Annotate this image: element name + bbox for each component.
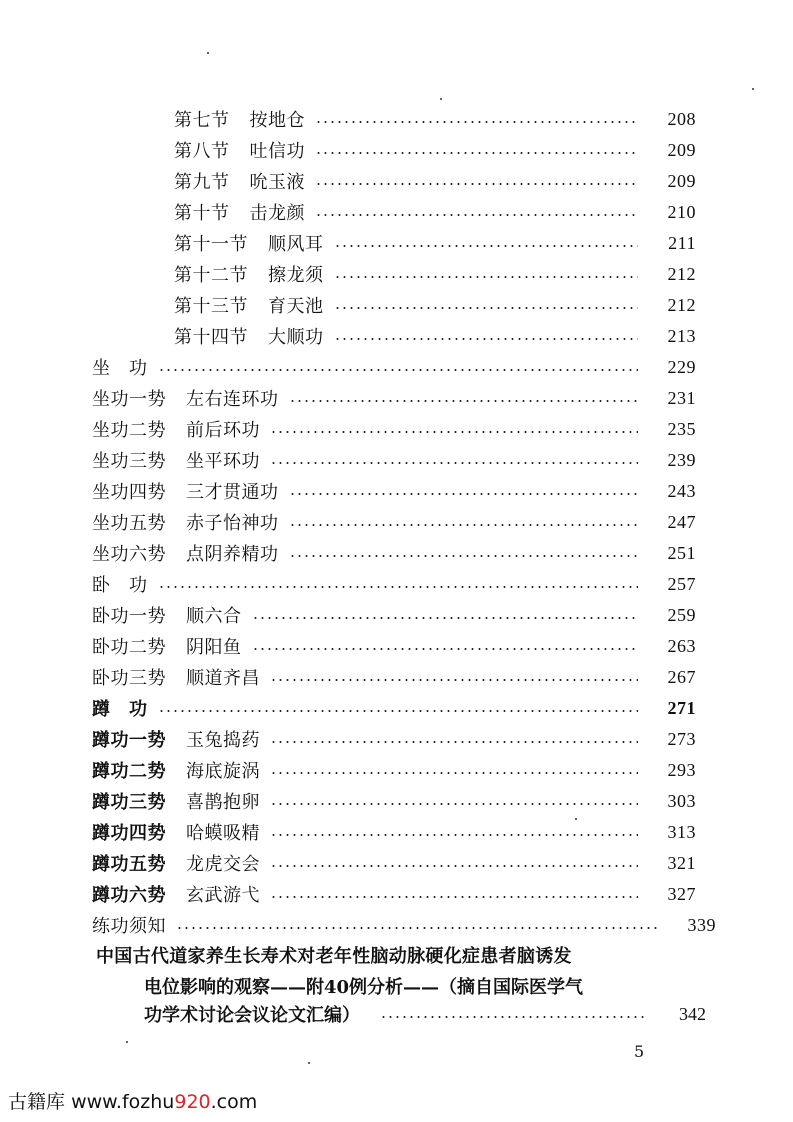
toc-entry bbox=[174, 136, 696, 164]
entry-name: 喜鹊抱卵 bbox=[186, 792, 260, 813]
appendix-title-line1: 中国古代道家养生长寿术对老年性脑动脉硬化症患者脑诱发 bbox=[96, 946, 572, 967]
entry-section: 蹲 功 bbox=[92, 699, 148, 720]
entry-page: 239 bbox=[667, 449, 696, 470]
entry-title bbox=[92, 540, 279, 566]
dot-leader bbox=[289, 524, 639, 526]
toc-entry bbox=[174, 105, 696, 133]
entry-page: 247 bbox=[667, 511, 696, 532]
entry-name: 按地仓 bbox=[249, 110, 305, 131]
entry-name: 海底旋涡 bbox=[186, 761, 260, 782]
entry-section: 蹲功一势 bbox=[92, 730, 166, 751]
entry-name: 顺风耳 bbox=[268, 234, 324, 255]
entry-section: 蹲功二势 bbox=[92, 761, 166, 782]
toc-entry bbox=[92, 818, 696, 846]
dot-leader bbox=[270, 834, 638, 836]
entry-section: 坐功五势 bbox=[92, 513, 166, 534]
entry-section: 卧功二势 bbox=[92, 637, 166, 658]
entry-title bbox=[92, 726, 260, 752]
dot-leader bbox=[289, 555, 639, 557]
toc-entry bbox=[92, 632, 696, 660]
watermark-url-accent: 920 bbox=[174, 1091, 211, 1113]
dot-leader bbox=[270, 896, 638, 898]
dot-leader bbox=[158, 586, 639, 588]
dot-leader bbox=[315, 152, 638, 154]
toc-entry bbox=[92, 477, 696, 505]
entry-title bbox=[174, 292, 324, 318]
entry-name: 龙虎交会 bbox=[186, 854, 260, 875]
entry-name: 左右连环功 bbox=[186, 389, 279, 410]
entry-section: 坐功六势 bbox=[92, 544, 166, 565]
entry-title bbox=[92, 912, 166, 938]
toc-entry bbox=[174, 322, 696, 350]
entry-page: 213 bbox=[667, 325, 696, 346]
entry-page: 257 bbox=[667, 573, 696, 594]
entry-page: 321 bbox=[667, 852, 696, 873]
toc-entry bbox=[92, 725, 696, 753]
entry-section: 蹲功五势 bbox=[92, 854, 166, 875]
site-watermark bbox=[8, 1087, 257, 1114]
toc-entry bbox=[92, 880, 696, 908]
entry-title bbox=[92, 602, 242, 628]
entry-section: 第七节 bbox=[174, 110, 230, 131]
entry-section: 第九节 bbox=[174, 172, 230, 193]
dot-leader bbox=[158, 710, 639, 712]
entry-name: 玄武游弋 bbox=[186, 885, 260, 906]
entry-title bbox=[174, 168, 305, 194]
dot-leader bbox=[380, 1016, 648, 1018]
scan-speck bbox=[308, 1062, 310, 1064]
entry-page: 208 bbox=[667, 108, 696, 129]
toc-entry bbox=[92, 508, 696, 536]
scan-speck bbox=[575, 818, 577, 820]
dot-leader bbox=[270, 679, 638, 681]
entry-page: 210 bbox=[667, 201, 696, 222]
dot-leader bbox=[176, 927, 658, 929]
toc-entry bbox=[92, 694, 696, 722]
toc-entry bbox=[92, 663, 696, 691]
entry-page: 327 bbox=[667, 883, 696, 904]
entry-section: 第十二节 bbox=[174, 265, 248, 286]
entry-name: 击龙颜 bbox=[249, 203, 305, 224]
entry-name: 育天池 bbox=[268, 296, 324, 317]
toc-entry bbox=[174, 229, 696, 257]
dot-leader bbox=[315, 121, 638, 123]
entry-name: 阴阳鱼 bbox=[186, 637, 242, 658]
dot-leader bbox=[289, 400, 639, 402]
page-number: 5 bbox=[634, 1042, 645, 1061]
dot-leader bbox=[334, 338, 639, 340]
entry-title bbox=[92, 819, 260, 845]
entry-section: 练功须知 bbox=[92, 916, 166, 937]
entry-page: 231 bbox=[667, 387, 696, 408]
entry-page: 293 bbox=[667, 759, 696, 780]
entry-section: 坐功一势 bbox=[92, 389, 166, 410]
appendix-title-line3-row bbox=[144, 1000, 706, 1028]
entry-title bbox=[92, 509, 279, 535]
entry-page: 212 bbox=[667, 263, 696, 284]
scan-speck bbox=[752, 88, 754, 90]
entry-page: 273 bbox=[667, 728, 696, 749]
toc-entry bbox=[92, 911, 716, 939]
watermark-url-suffix: .com bbox=[210, 1091, 258, 1113]
entry-section: 卧功一势 bbox=[92, 606, 166, 627]
entry-page: 267 bbox=[667, 666, 696, 687]
entry-name: 三才贯通功 bbox=[186, 482, 279, 503]
dot-leader bbox=[334, 245, 639, 247]
entry-section: 卧 功 bbox=[92, 575, 148, 596]
entry-title bbox=[92, 416, 260, 442]
entry-page: 342 bbox=[679, 1003, 706, 1024]
entry-name: 吐信功 bbox=[249, 141, 305, 162]
dot-leader bbox=[334, 307, 639, 309]
scan-speck bbox=[440, 98, 442, 100]
entry-page: 259 bbox=[667, 604, 696, 625]
entry-section: 卧功三势 bbox=[92, 668, 166, 689]
dot-leader bbox=[252, 648, 639, 650]
dot-leader bbox=[270, 741, 638, 743]
entry-name: 哈蟆吸精 bbox=[186, 823, 260, 844]
entry-title bbox=[92, 757, 260, 783]
entry-title bbox=[92, 571, 148, 597]
dot-leader bbox=[270, 462, 638, 464]
entry-title bbox=[92, 385, 279, 411]
scan-speck bbox=[126, 1041, 128, 1043]
toc-entry bbox=[92, 787, 696, 815]
entry-section: 蹲功三势 bbox=[92, 792, 166, 813]
dot-leader bbox=[270, 865, 638, 867]
entry-section: 坐功四势 bbox=[92, 482, 166, 503]
entry-name: 赤子怡神功 bbox=[186, 513, 279, 534]
toc-entry bbox=[92, 539, 696, 567]
entry-section: 第十一节 bbox=[174, 234, 248, 255]
entry-title bbox=[92, 788, 260, 814]
entry-section: 坐 功 bbox=[92, 358, 148, 379]
dot-leader bbox=[270, 431, 638, 433]
entry-name: 顺六合 bbox=[186, 606, 242, 627]
toc-entry bbox=[92, 849, 696, 877]
entry-name: 坐平环功 bbox=[186, 451, 260, 472]
entry-name: 吮玉液 bbox=[249, 172, 305, 193]
entry-page: 339 bbox=[687, 914, 716, 935]
entry-title bbox=[92, 664, 260, 690]
scan-speck bbox=[207, 52, 209, 54]
appendix-title-line2: 电位影响的观察——附40例分析——（摘自国际医学气 bbox=[144, 977, 584, 998]
dot-leader bbox=[158, 369, 639, 371]
entry-title bbox=[174, 199, 305, 225]
entry-title bbox=[92, 633, 242, 659]
entry-name: 顺道齐昌 bbox=[186, 668, 260, 689]
toc-entry bbox=[92, 756, 696, 784]
toc-entry bbox=[174, 198, 696, 226]
entry-title bbox=[92, 354, 148, 380]
entry-title bbox=[92, 850, 260, 876]
entry-title bbox=[92, 695, 148, 721]
toc-entry bbox=[92, 415, 696, 443]
toc-entry bbox=[174, 167, 696, 195]
entry-name: 点阴养精功 bbox=[186, 544, 279, 565]
dot-leader bbox=[289, 493, 639, 495]
entry-section: 蹲功六势 bbox=[92, 885, 166, 906]
toc-entry bbox=[174, 260, 696, 288]
entry-section: 第十四节 bbox=[174, 327, 248, 348]
entry-title bbox=[174, 323, 324, 349]
dot-leader bbox=[252, 617, 639, 619]
entry-title bbox=[174, 137, 305, 163]
entry-name: 前后环功 bbox=[186, 420, 260, 441]
entry-name: 擦龙须 bbox=[268, 265, 324, 286]
entry-page: 211 bbox=[668, 232, 696, 253]
toc-entry bbox=[174, 291, 696, 319]
entry-title bbox=[92, 478, 279, 504]
dot-leader bbox=[315, 214, 638, 216]
entry-section: 第十三节 bbox=[174, 296, 248, 317]
entry-page: 251 bbox=[667, 542, 696, 563]
entry-page: 263 bbox=[667, 635, 696, 656]
entry-page: 243 bbox=[667, 480, 696, 501]
entry-title bbox=[92, 447, 260, 473]
entry-page: 229 bbox=[667, 356, 696, 377]
dot-leader bbox=[270, 803, 638, 805]
entry-section: 坐功三势 bbox=[92, 451, 166, 472]
entry-name: 玉兔捣药 bbox=[186, 730, 260, 751]
entry-page: 313 bbox=[667, 821, 696, 842]
entry-title bbox=[174, 230, 324, 256]
watermark-url-prefix: www.fozhu bbox=[71, 1091, 175, 1113]
dot-leader bbox=[270, 772, 638, 774]
entry-title bbox=[92, 881, 260, 907]
watermark-site-name: 古籍库 bbox=[8, 1091, 66, 1113]
appendix-title-line3: 功学术讨论会议论文汇编） bbox=[144, 1005, 360, 1026]
entry-page: 303 bbox=[667, 790, 696, 811]
toc-entry bbox=[92, 601, 696, 629]
watermark-url bbox=[71, 1091, 257, 1113]
entry-section: 第八节 bbox=[174, 141, 230, 162]
toc-entry bbox=[92, 570, 696, 598]
entry-section: 蹲功四势 bbox=[92, 823, 166, 844]
entry-page: 209 bbox=[667, 139, 696, 160]
dot-leader bbox=[334, 276, 639, 278]
toc-entry bbox=[92, 384, 696, 412]
entry-page: 271 bbox=[667, 697, 696, 718]
entry-title bbox=[174, 261, 324, 287]
entry-page: 209 bbox=[667, 170, 696, 191]
dot-leader bbox=[315, 183, 638, 185]
entry-name: 大顺功 bbox=[268, 327, 324, 348]
entry-page: 212 bbox=[667, 294, 696, 315]
entry-page: 235 bbox=[667, 418, 696, 439]
entry-title bbox=[174, 106, 305, 132]
entry-section: 坐功二势 bbox=[92, 420, 166, 441]
entry-section: 第十节 bbox=[174, 203, 230, 224]
toc-entry bbox=[92, 446, 696, 474]
toc-entry bbox=[92, 353, 696, 381]
